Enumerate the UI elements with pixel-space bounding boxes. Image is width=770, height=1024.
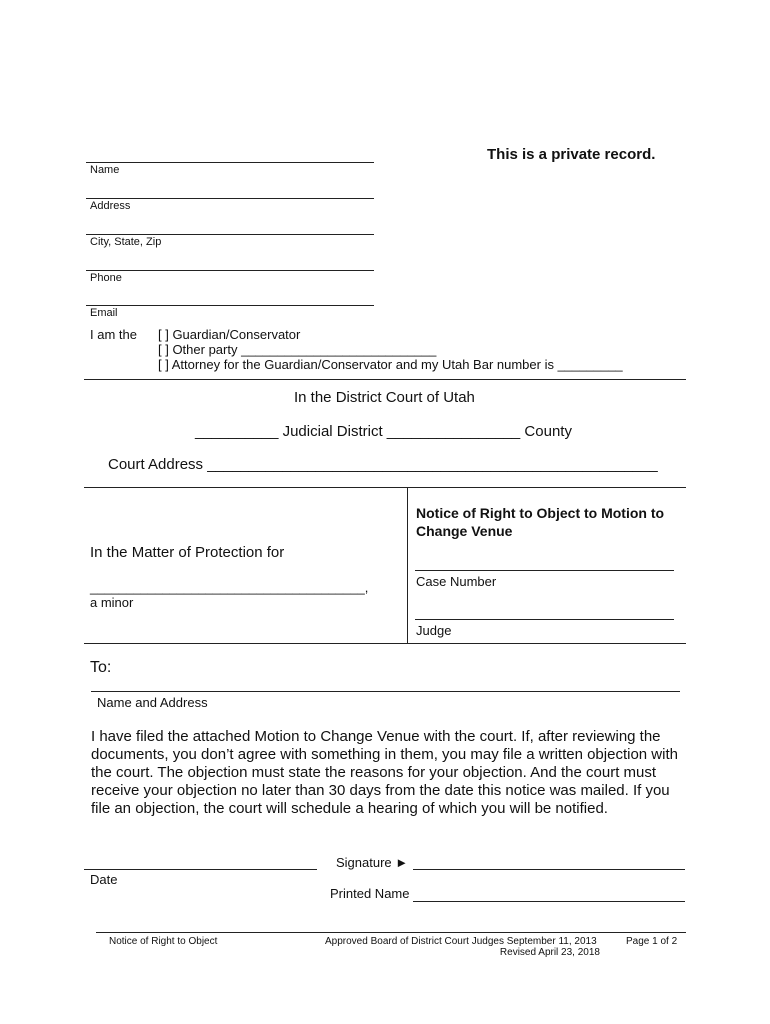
role-option-other-party[interactable]: [ ] Other party ___________________________ — [158, 342, 437, 357]
printed-name-line[interactable] — [413, 901, 685, 902]
signature-label: Signature ► — [336, 855, 409, 870]
judge-label: Judge — [416, 623, 452, 638]
email-label: Email — [90, 307, 118, 319]
court-address-line[interactable]: Court Address ______________________________________________________ — [108, 456, 658, 473]
private-record-notice: This is a private record. — [487, 146, 656, 163]
case-number-label: Case Number — [416, 574, 497, 589]
city-state-zip-label: City, State, Zip — [90, 236, 162, 248]
matter-title: In the Matter of Protection for — [90, 544, 285, 561]
signature-line[interactable] — [413, 869, 685, 870]
role-option-attorney[interactable]: [ ] Attorney for the Guardian/Conservator and my Utah Bar number is _________ — [158, 357, 623, 372]
judge-line[interactable] — [415, 619, 674, 620]
footer-approved: Approved Board of District Court Judges September 11, 2013 — [325, 936, 597, 947]
caption-bottom-border — [84, 643, 686, 644]
notice-paragraph: I have filed the attached Motion to Change Venue with the court. If, after reviewing the documents, you don’t agree with something in them, you may file a written objection with the court. The objection must state the reasons for your objection. And the court must receive your objection no later than 30 days from the date this notice was mailed. If you file an objection, the court will schedule a hearing of which you will be notified. — [91, 728, 678, 817]
phone-line[interactable] — [86, 270, 374, 271]
phone-label: Phone — [90, 272, 122, 284]
footer-form-name: Notice of Right to Object — [109, 936, 218, 947]
role-divider — [84, 379, 686, 380]
footer-divider — [96, 932, 686, 933]
printed-name-label: Printed Name — [330, 886, 410, 901]
name-line[interactable] — [86, 162, 374, 163]
minor-name-blank[interactable]: ______________________________________, — [90, 580, 369, 595]
minor-label: a minor — [90, 595, 134, 610]
role-prefix: I am the — [90, 327, 137, 342]
city-state-zip-line[interactable] — [86, 234, 374, 235]
caption-divider — [407, 487, 408, 643]
document-title: Notice of Right to Object to Motion to Change Venue — [416, 505, 665, 539]
address-line[interactable] — [86, 198, 374, 199]
date-label: Date — [90, 872, 118, 887]
court-title: In the District Court of Utah — [294, 389, 475, 406]
caption-top-border — [84, 487, 686, 488]
name-address-line[interactable] — [91, 691, 680, 692]
role-option-guardian[interactable]: [ ] Guardian/Conservator — [158, 327, 301, 342]
footer-page-number: Page 1 of 2 — [626, 936, 678, 947]
district-line[interactable]: __________ Judicial District ________________ County — [195, 423, 572, 440]
to-label: To: — [90, 659, 112, 676]
date-line[interactable] — [84, 869, 317, 870]
name-label: Name — [90, 164, 120, 176]
case-number-line[interactable] — [415, 570, 674, 571]
name-address-label: Name and Address — [97, 695, 208, 710]
address-label: Address — [90, 200, 131, 212]
footer-revised: Revised April 23, 2018 — [499, 947, 600, 958]
email-line[interactable] — [86, 305, 374, 306]
